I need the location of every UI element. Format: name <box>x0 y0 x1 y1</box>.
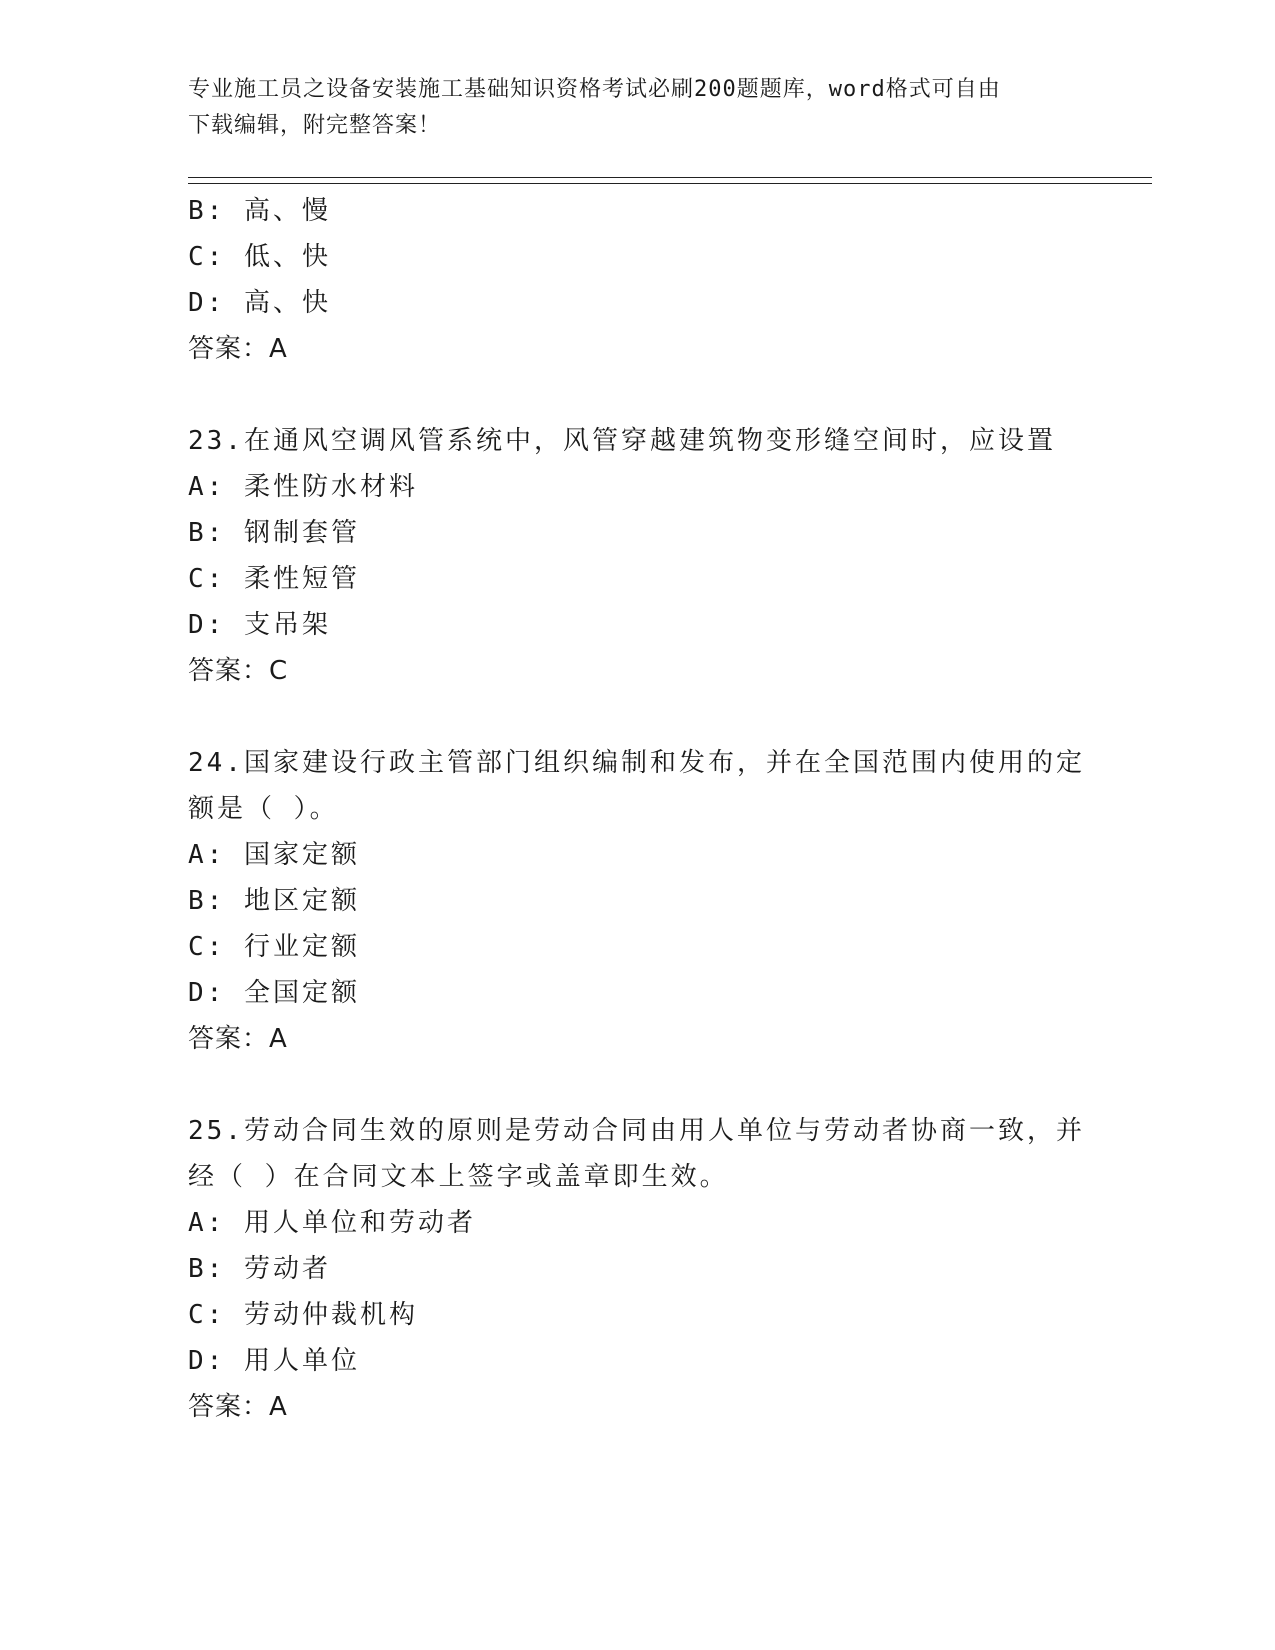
document-header <box>188 72 1068 144</box>
option-c: C: 低、快 <box>188 242 331 272</box>
header-divider-top <box>188 177 1152 178</box>
header-title-line2: 下载编辑，附完整答案！ <box>188 113 442 138</box>
option-c: C: 柔性短管 <box>188 564 360 594</box>
answer-line: 答案：A <box>188 334 288 364</box>
option-b: B: 劳动者 <box>188 1254 331 1284</box>
answer-line: 答案：A <box>188 1392 288 1422</box>
question-25 <box>188 1108 1088 1430</box>
option-b: B: 钢制套管 <box>188 518 360 548</box>
option-d: D: 支吊架 <box>188 610 331 640</box>
option-b: B: 地区定额 <box>188 886 360 916</box>
option-c: C: 劳动仲裁机构 <box>188 1300 418 1330</box>
option-d: D: 用人单位 <box>188 1346 360 1376</box>
question-text-line1: 24.国家建设行政主管部门组织编制和发布，并在全国范围内使用的定 <box>188 748 1085 778</box>
question-24 <box>188 740 1088 1062</box>
option-a: A: 国家定额 <box>188 840 360 870</box>
header-divider-bottom <box>188 183 1152 184</box>
question-text-line2: 经（ ）在合同文本上签字或盖章即生效。 <box>188 1162 729 1192</box>
option-d: D: 高、快 <box>188 288 331 318</box>
question-list <box>188 188 1088 1430</box>
answer-line: 答案：C <box>188 656 289 686</box>
option-d: D: 全国定额 <box>188 978 360 1008</box>
question-text-line1: 25.劳动合同生效的原则是劳动合同由用人单位与劳动者协商一致，并 <box>188 1116 1085 1146</box>
question-text: 23.在通风空调风管系统中，风管穿越建筑物变形缝空间时，应设置 <box>188 426 1056 456</box>
question-22-partial <box>188 188 1088 372</box>
option-c: C: 行业定额 <box>188 932 360 962</box>
question-text-line2: 额是（ ）。 <box>188 794 339 824</box>
answer-line: 答案：A <box>188 1024 288 1054</box>
option-b: B: 高、慢 <box>188 196 331 226</box>
option-a: A: 柔性防水材料 <box>188 472 418 502</box>
question-23 <box>188 418 1088 694</box>
option-a: A: 用人单位和劳动者 <box>188 1208 476 1238</box>
header-title-line1: 专业施工员之设备安装施工基础知识资格考试必刷200题题库，word格式可自由 <box>188 77 1001 102</box>
